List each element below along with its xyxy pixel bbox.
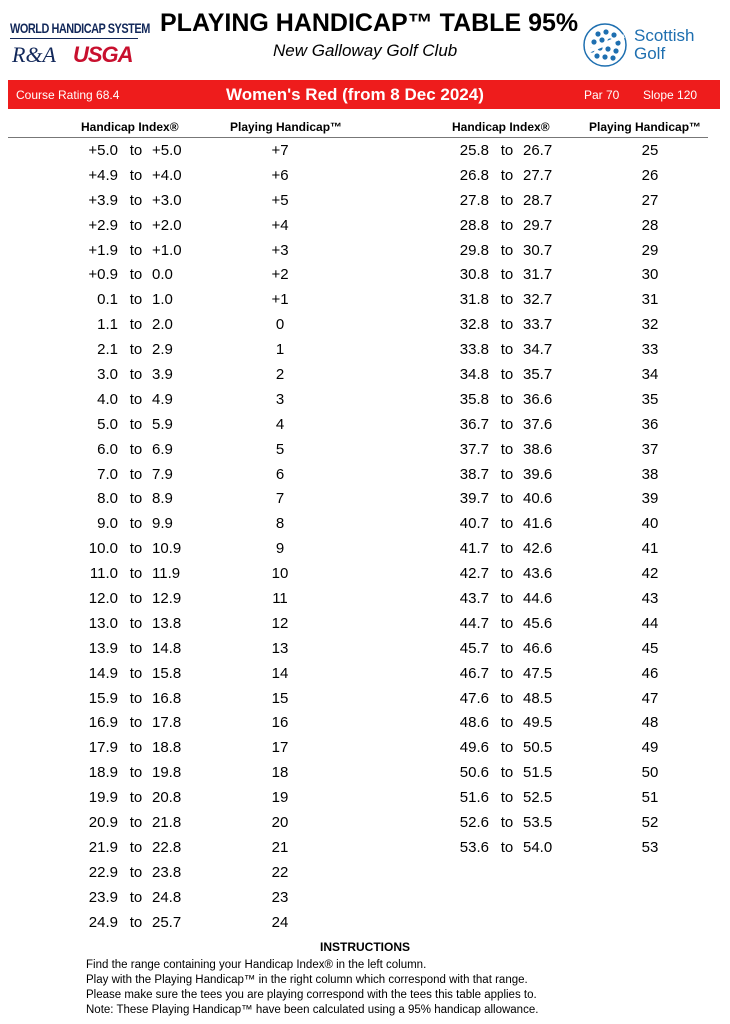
handicap-index-high: 34.7: [523, 341, 553, 359]
handicap-index-high: 6.9: [152, 440, 173, 458]
slope-rating: Slope 120: [643, 88, 698, 102]
range-separator: to: [500, 291, 514, 309]
range-separator: to: [500, 216, 514, 234]
handicap-index-low: 42.7: [459, 565, 489, 583]
handicap-index-low: 14.9: [88, 664, 118, 682]
handicap-index-high: 0.0: [152, 266, 173, 284]
handicap-index-high: 12.9: [152, 590, 182, 608]
playing-handicap: 12: [271, 614, 289, 632]
handicap-index-high: +2.0: [152, 216, 182, 234]
handicap-index-low: 20.9: [88, 814, 118, 832]
handicap-index-low: +2.9: [88, 216, 118, 234]
handicap-index-high: 53.5: [523, 814, 553, 832]
playing-handicap: 0: [275, 316, 285, 334]
range-separator: to: [129, 465, 143, 483]
handicap-index-low: 26.8: [459, 166, 489, 184]
range-separator: to: [500, 465, 514, 483]
handicap-index-low: +1.9: [88, 241, 118, 259]
playing-handicap: 34: [641, 366, 659, 384]
handicap-index-high: 33.7: [523, 316, 553, 334]
playing-handicap: 17: [271, 739, 289, 757]
range-separator: to: [500, 166, 514, 184]
world-handicap-system-logo: WORLD HANDICAP SYSTEM: [10, 20, 150, 36]
handicap-index-high: 7.9: [152, 465, 173, 483]
handicap-index-high: 30.7: [523, 241, 553, 259]
handicap-index-high: 24.8: [152, 888, 182, 906]
handicap-index-low: 19.9: [88, 789, 118, 807]
handicap-index-high: 54.0: [523, 838, 553, 856]
handicap-index-low: 18.9: [88, 764, 118, 782]
playing-handicap: 20: [271, 814, 289, 832]
handicap-index-high: 5.9: [152, 415, 173, 433]
range-separator: to: [500, 241, 514, 259]
playing-handicap: 42: [641, 565, 659, 583]
handicap-index-low: 52.6: [459, 814, 489, 832]
range-separator: to: [500, 515, 514, 533]
playing-handicap: 41: [641, 540, 659, 558]
handicap-index-low: 53.6: [459, 838, 489, 856]
handicap-index-high: 21.8: [152, 814, 182, 832]
handicap-index-low: 0.1: [97, 291, 118, 309]
handicap-index-high: 27.7: [523, 166, 553, 184]
handicap-index-low: 33.8: [459, 341, 489, 359]
range-separator: to: [129, 266, 143, 284]
handicap-index-low: 29.8: [459, 241, 489, 259]
handicap-index-low: 49.6: [459, 739, 489, 757]
handicap-index-high: 31.7: [523, 266, 553, 284]
playing-handicap: 46: [641, 664, 659, 682]
playing-handicap: 8: [275, 515, 285, 533]
handicap-index-low: 46.7: [459, 664, 489, 682]
playing-handicap: 23: [271, 888, 289, 906]
handicap-index-high: +1.0: [152, 241, 182, 259]
right-handicap-index-header: Handicap Index®: [452, 120, 550, 134]
range-separator: to: [500, 142, 514, 159]
scottish-golf-line-2: Golf: [634, 44, 666, 63]
range-separator: to: [129, 614, 143, 632]
range-separator: to: [129, 664, 143, 682]
handicap-index-low: 34.8: [459, 366, 489, 384]
handicap-index-high: 44.6: [523, 590, 553, 608]
handicap-index-high: 35.7: [523, 366, 553, 384]
playing-handicap: 25: [641, 142, 659, 159]
range-separator: to: [129, 789, 143, 807]
range-separator: to: [129, 863, 143, 881]
playing-handicap: 40: [641, 515, 659, 533]
playing-handicap: 36: [641, 415, 659, 433]
playing-handicap: 53: [641, 838, 659, 856]
tee-name: Women's Red (from 8 Dec 2024): [226, 85, 484, 104]
handicap-index-high: 29.7: [523, 216, 553, 234]
range-separator: to: [129, 241, 143, 259]
range-separator: to: [500, 341, 514, 359]
range-separator: to: [129, 366, 143, 384]
range-separator: to: [500, 565, 514, 583]
playing-handicap: 32: [641, 316, 659, 334]
handicap-index-high: 1.0: [152, 291, 173, 309]
range-separator: to: [500, 415, 514, 433]
handicap-index-high: 46.6: [523, 639, 553, 657]
handicap-index-high: 52.5: [523, 789, 553, 807]
range-separator: to: [129, 166, 143, 184]
handicap-index-high: 32.7: [523, 291, 553, 309]
playing-handicap: 3: [275, 390, 285, 408]
range-separator: to: [500, 366, 514, 384]
handicap-index-high: 40.6: [523, 490, 553, 508]
range-separator: to: [500, 814, 514, 832]
handicap-index-high: 20.8: [152, 789, 182, 807]
playing-handicap: 26: [641, 166, 659, 184]
handicap-index-high: 50.5: [523, 739, 553, 757]
playing-handicap: +7: [271, 142, 289, 159]
handicap-index-low: 38.7: [459, 465, 489, 483]
course-rating: Course Rating 68.4: [16, 88, 120, 102]
handicap-index-high: 47.5: [523, 664, 553, 682]
range-separator: to: [500, 390, 514, 408]
playing-handicap: +2: [271, 266, 289, 284]
range-separator: to: [500, 764, 514, 782]
playing-handicap: 48: [641, 714, 659, 732]
playing-handicap: 43: [641, 590, 659, 608]
course-par: Par 70: [584, 88, 620, 102]
r-and-a-logo: R&A: [12, 42, 56, 67]
handicap-index-low: 41.7: [459, 540, 489, 558]
range-separator: to: [500, 739, 514, 757]
header-divider: [8, 137, 708, 138]
handicap-index-low: 36.7: [459, 415, 489, 433]
handicap-index-high: 41.6: [523, 515, 553, 533]
range-separator: to: [500, 540, 514, 558]
range-separator: to: [129, 440, 143, 458]
handicap-index-high: 51.5: [523, 764, 553, 782]
instruction-line: Find the range containing your Handicap Index® in the left column.: [86, 959, 427, 971]
scottish-golf-line-1: Scottish: [634, 26, 695, 45]
playing-handicap: 5: [275, 440, 285, 458]
playing-handicap: 37: [641, 440, 659, 458]
page-header: [0, 0, 730, 78]
handicap-index-high: 49.5: [523, 714, 553, 732]
handicap-index-high: 23.8: [152, 863, 182, 881]
whs-logo-rule: [10, 38, 138, 39]
playing-handicap: 16: [271, 714, 289, 732]
handicap-index-low: 13.0: [88, 614, 118, 632]
playing-handicap: 9: [275, 540, 285, 558]
handicap-index-high: 26.7: [523, 142, 553, 159]
range-separator: to: [129, 390, 143, 408]
instruction-line: Play with the Playing Handicap™ in the right column which correspond with that range.: [86, 974, 528, 986]
handicap-index-low: 25.8: [459, 142, 489, 159]
playing-handicap: +4: [271, 216, 289, 234]
handicap-index-low: 35.8: [459, 390, 489, 408]
handicap-index-low: 4.0: [97, 390, 118, 408]
handicap-index-low: 51.6: [459, 789, 489, 807]
handicap-index-high: 14.8: [152, 639, 182, 657]
handicap-index-low: 8.0: [97, 490, 118, 508]
range-separator: to: [129, 142, 143, 159]
handicap-index-high: 13.8: [152, 614, 182, 632]
handicap-index-low: 22.9: [88, 863, 118, 881]
playing-handicap: +5: [271, 191, 289, 209]
playing-handicap: 47: [641, 689, 659, 707]
handicap-index-low: 43.7: [459, 590, 489, 608]
instruction-line: Please make sure the tees you are playing correspond with the tees this table applies to.: [86, 989, 537, 1001]
range-separator: to: [129, 739, 143, 757]
handicap-index-low: 17.9: [88, 739, 118, 757]
range-separator: to: [500, 689, 514, 707]
left-playing-handicap-header: Playing Handicap™: [230, 120, 343, 134]
range-separator: to: [129, 913, 143, 931]
handicap-index-high: 45.6: [523, 614, 553, 632]
handicap-index-low: +0.9: [88, 266, 118, 284]
range-separator: to: [129, 316, 143, 334]
handicap-index-high: 2.9: [152, 341, 173, 359]
range-separator: to: [129, 490, 143, 508]
left-handicap-index-header: Handicap Index®: [81, 120, 179, 134]
handicap-index-high: 2.0: [152, 316, 173, 334]
handicap-index-low: 12.0: [88, 590, 118, 608]
playing-handicap: 49: [641, 739, 659, 757]
handicap-index-low: 48.6: [459, 714, 489, 732]
range-separator: to: [500, 639, 514, 657]
range-separator: to: [500, 590, 514, 608]
playing-handicap: 31: [641, 291, 659, 309]
handicap-index-high: 22.8: [152, 838, 182, 856]
handicap-index-high: 28.7: [523, 191, 553, 209]
scottish-golf-logo-text: [634, 27, 694, 63]
playing-handicap: 28: [641, 216, 659, 234]
handicap-index-high: 48.5: [523, 689, 553, 707]
handicap-index-high: 8.9: [152, 490, 173, 508]
handicap-index-low: 3.0: [97, 366, 118, 384]
range-separator: to: [500, 714, 514, 732]
handicap-index-low: 47.6: [459, 689, 489, 707]
playing-handicap: 30: [641, 266, 659, 284]
tee-info-bar: [8, 80, 720, 109]
playing-handicap: 51: [641, 789, 659, 807]
handicap-index-high: 16.8: [152, 689, 182, 707]
handicap-index-low: 24.9: [88, 913, 118, 931]
handicap-index-low: +4.9: [88, 166, 118, 184]
playing-handicap: +6: [271, 166, 289, 184]
handicap-index-low: 50.6: [459, 764, 489, 782]
handicap-index-high: 11.9: [152, 565, 181, 583]
handicap-index-low: +3.9: [88, 191, 118, 209]
playing-handicap: 15: [271, 689, 289, 707]
playing-handicap: 18: [271, 764, 289, 782]
instructions: [0, 940, 730, 1018]
playing-handicap: 21: [271, 838, 289, 856]
range-separator: to: [129, 415, 143, 433]
playing-handicap: 35: [641, 390, 659, 408]
handicap-index-low: 23.9: [88, 888, 118, 906]
handicap-index-low: 21.9: [88, 838, 118, 856]
range-separator: to: [500, 490, 514, 508]
handicap-index-high: 37.6: [523, 415, 553, 433]
handicap-index-low: 9.0: [97, 515, 118, 533]
handicap-index-low: 39.7: [459, 490, 489, 508]
handicap-index-high: 4.9: [152, 390, 173, 408]
handicap-index-low: 16.9: [88, 714, 118, 732]
playing-handicap: 24: [271, 913, 289, 931]
handicap-index-high: 25.7: [152, 913, 182, 931]
range-separator: to: [129, 216, 143, 234]
handicap-index-low: 30.8: [459, 266, 489, 284]
handicap-index-low: 2.1: [97, 341, 118, 359]
handicap-index-high: 3.9: [152, 366, 173, 384]
handicap-index-low: 37.7: [459, 440, 489, 458]
handicap-index-low: 40.7: [459, 515, 489, 533]
usga-logo: USGA: [73, 42, 133, 67]
instructions-title: INSTRUCTIONS: [320, 940, 410, 954]
playing-handicap: 2: [275, 366, 285, 384]
range-separator: to: [500, 664, 514, 682]
handicap-index-high: 39.6: [523, 465, 553, 483]
playing-handicap: 27: [641, 191, 659, 209]
playing-handicap: 39: [641, 490, 659, 508]
range-separator: to: [129, 814, 143, 832]
range-separator: to: [500, 191, 514, 209]
playing-handicap: 10: [271, 565, 289, 583]
range-separator: to: [500, 789, 514, 807]
handicap-index-high: 19.8: [152, 764, 182, 782]
handicap-index-high: 36.6: [523, 390, 553, 408]
range-separator: to: [129, 341, 143, 359]
range-separator: to: [500, 266, 514, 284]
handicap-index-low: 27.8: [459, 191, 489, 209]
handicap-index-low: 13.9: [88, 639, 118, 657]
scottish-golf-ball-icon: [582, 22, 628, 68]
handicap-index-low: 7.0: [97, 465, 118, 483]
handicap-index-low: 10.0: [88, 540, 118, 558]
range-separator: to: [129, 764, 143, 782]
range-separator: to: [129, 590, 143, 608]
handicap-index-high: 42.6: [523, 540, 553, 558]
range-separator: to: [129, 515, 143, 533]
handicap-index-low: 32.8: [459, 316, 489, 334]
page-title: PLAYING HANDICAP™ TABLE 95%: [160, 9, 579, 37]
playing-handicap: 1: [275, 341, 285, 359]
range-separator: to: [129, 291, 143, 309]
handicap-index-high: +4.0: [152, 166, 182, 184]
playing-handicap: 11: [272, 590, 288, 608]
range-separator: to: [129, 888, 143, 906]
range-separator: to: [500, 440, 514, 458]
range-separator: to: [500, 838, 514, 856]
range-separator: to: [500, 614, 514, 632]
playing-handicap: 50: [641, 764, 659, 782]
handicap-index-high: 38.6: [523, 440, 553, 458]
range-separator: to: [129, 540, 143, 558]
playing-handicap: 19: [271, 789, 289, 807]
playing-handicap: 38: [641, 465, 659, 483]
range-separator: to: [129, 714, 143, 732]
club-name: New Galloway Golf Club: [273, 41, 458, 60]
playing-handicap: +3: [271, 241, 289, 259]
playing-handicap: 6: [275, 465, 285, 483]
playing-handicap: 45: [641, 639, 659, 657]
handicap-index-high: 43.6: [523, 565, 553, 583]
playing-handicap: +1: [271, 291, 289, 309]
playing-handicap: 4: [275, 415, 285, 433]
playing-handicap: 13: [271, 639, 289, 657]
handicap-index-low: 11.0: [89, 565, 118, 583]
range-separator: to: [129, 191, 143, 209]
handicap-index-high: 9.9: [152, 515, 173, 533]
playing-handicap: 33: [641, 341, 659, 359]
playing-handicap: 7: [275, 490, 285, 508]
range-separator: to: [129, 689, 143, 707]
playing-handicap: 22: [271, 863, 289, 881]
handicap-index-low: 45.7: [459, 639, 489, 657]
playing-handicap: 29: [641, 241, 659, 259]
range-separator: to: [129, 838, 143, 856]
handicap-index-low: 31.8: [459, 291, 489, 309]
range-separator: to: [500, 316, 514, 334]
handicap-index-low: 1.1: [97, 316, 118, 334]
handicap-index-low: 6.0: [97, 440, 118, 458]
playing-handicap: 14: [271, 664, 289, 682]
range-separator: to: [129, 639, 143, 657]
playing-handicap: 52: [641, 814, 659, 832]
playing-handicap: 44: [641, 614, 659, 632]
handicap-index-low: 44.7: [459, 614, 489, 632]
handicap-index-low: 28.8: [459, 216, 489, 234]
handicap-index-low: 5.0: [97, 415, 118, 433]
handicap-index-high: 18.8: [152, 739, 182, 757]
right-playing-handicap-header: Playing Handicap™: [589, 120, 702, 134]
handicap-index-high: 15.8: [152, 664, 182, 682]
handicap-index-low: +5.0: [88, 142, 118, 159]
handicap-index-high: 17.8: [152, 714, 182, 732]
handicap-index-high: +5.0: [152, 142, 182, 159]
range-separator: to: [129, 565, 143, 583]
handicap-index-low: 15.9: [88, 689, 118, 707]
instruction-line: Note: These Playing Handicap™ have been calculated using a 95% handicap allowance.: [86, 1004, 539, 1016]
handicap-index-high: 10.9: [152, 540, 182, 558]
handicap-index-high: +3.0: [152, 191, 182, 209]
